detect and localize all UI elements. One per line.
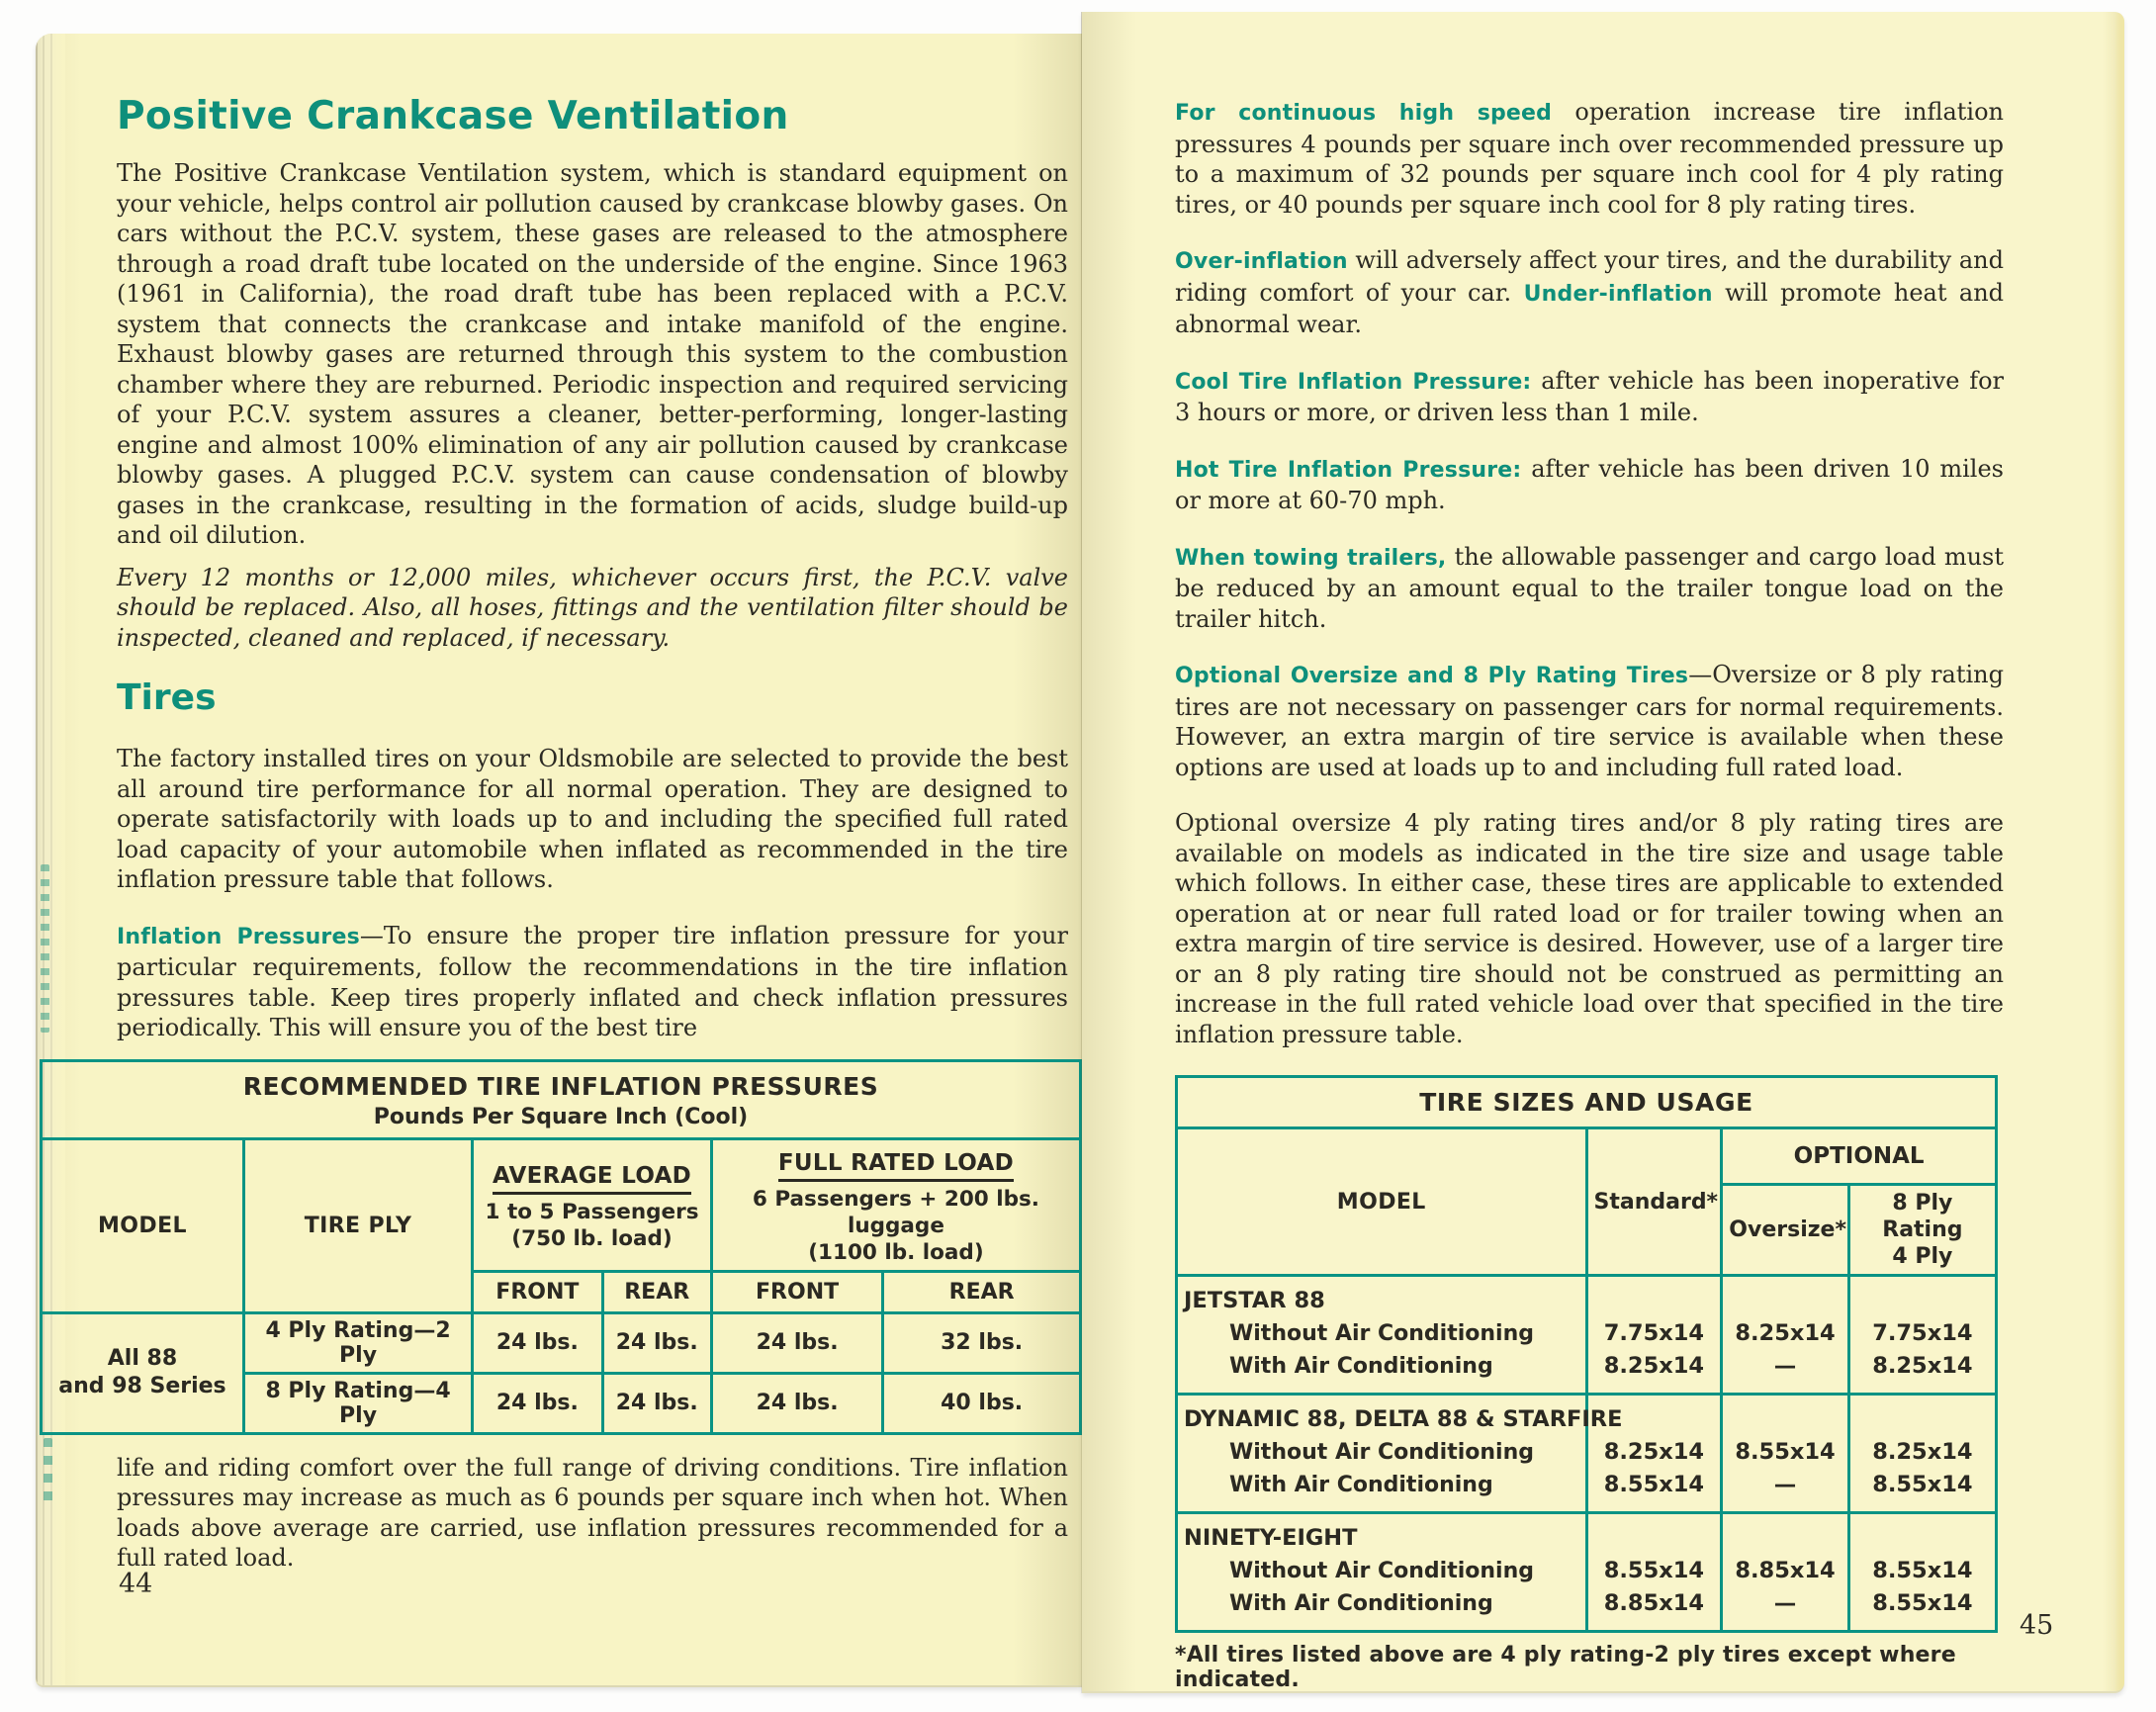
column-header-tire-ply: TIRE PLY	[243, 1138, 472, 1312]
pressure-table-title-cell	[42, 1060, 1081, 1138]
avg-front-value: 24 lbs.	[473, 1373, 602, 1433]
oversize-cell: 8.85x14 —	[1722, 1513, 1848, 1632]
full-rated-load-heading: FULL RATED LOAD	[778, 1150, 1014, 1182]
paragraph-optional-4ply: Optional oversize 4 ply rating tires and/or 8 ply rating tires are available on models as indicated in the tire size and usage table which follows. In either case, these tires are applicable to extended operation at or near full rated load or for trailer towing when an extra margin of tire service is desired. However, use of a larger tire or an 8 ply rating tire should not be construed as permitting an increase in the full rated vehicle load over that specified in the tire inflation pressure table.	[1175, 809, 2004, 1048]
column-header-oversize: Oversize*	[1722, 1185, 1848, 1276]
lead-optional-oversize: Optional Oversize and 8 Ply Rating Tires	[1175, 664, 1689, 688]
lead-over-inflation: Over-inflation	[1175, 249, 1348, 274]
tire-sizes-usage-table	[1175, 1075, 1998, 1633]
average-load-line1: 1 to 5 Passengers	[485, 1200, 699, 1224]
page-44	[36, 34, 1082, 1687]
column-header-standard: Standard*	[1586, 1128, 1722, 1276]
paragraph-optional-oversize: Optional Oversize and 8 Ply Rating Tires—Oversize or 8 ply rating tires are not necessary on passenger cars for normal requirements. However, an extra margin of tire service is available when these options are used at loads up to and including full rated load.	[1175, 661, 2004, 781]
tire-inflation-pressure-table	[40, 1059, 1082, 1435]
full-rated-load-line1: 6 Passengers + 200 lbs. luggage	[752, 1186, 1039, 1238]
paragraph-cool-tire-pressure: Cool Tire Inflation Pressure: after vehicle has been inoperative for 3 hours or more, or driven less than 1 mile.	[1175, 366, 2004, 426]
row-dynamic-delta-starfire	[1177, 1395, 1997, 1513]
inflation-pressures-paragraph	[117, 921, 1068, 1043]
lead-hot-tire-pressure: Hot Tire Inflation Pressure:	[1175, 457, 1522, 483]
standard-cell: 8.25x14 8.55x14	[1586, 1395, 1722, 1513]
tires-paragraph: The factory installed tires on your Oldsmobile are selected to provide the best all around tire performance for all normal operation. They are designed to operate satisfactorily with loads up to and including the specified full rated load capacity of your automobile when inflated as recommended in the tire inflation pressure table that follows.	[117, 745, 1068, 893]
oversize-cell: 8.25x14 —	[1722, 1276, 1848, 1395]
right-page-content	[1175, 97, 2004, 1692]
row-jetstar-88	[1177, 1276, 1997, 1395]
oversize-cell: 8.55x14 —	[1722, 1395, 1848, 1513]
full-front-value: 24 lbs.	[711, 1373, 882, 1433]
standard-cell: 8.55x14 8.85x14	[1586, 1513, 1722, 1632]
paragraph-hot-tire-pressure: Hot Tire Inflation Pressure: after vehicle has been driven 10 miles or more at 60-70 mph.	[1175, 454, 2004, 514]
model-name: JETSTAR 88	[1184, 1288, 1325, 1313]
column-group-average-load	[473, 1138, 712, 1271]
column-header-model: MODEL	[1177, 1128, 1587, 1276]
full-rear-value: 40 lbs.	[883, 1373, 1081, 1433]
page-number-45: 45	[2020, 1610, 2054, 1641]
header-8ply-line1: 8 Ply Rating	[1882, 1191, 1963, 1242]
average-load-heading: AVERAGE LOAD	[493, 1163, 691, 1195]
paragraph-towing-trailers: When towing trailers, the allowable passenger and cargo load must be reduced by an amount equal to the trailer tongue load on the trailer hitch.	[1175, 542, 2004, 633]
pressure-table-title: RECOMMENDED TIRE INFLATION PRESSURES	[242, 1071, 879, 1101]
column-header-8ply	[1848, 1185, 1996, 1276]
left-page-content	[58, 94, 1068, 1585]
sizes-table-title: TIRE SIZES AND USAGE	[1419, 1088, 1753, 1117]
avg-front-header: FRONT	[473, 1271, 602, 1312]
avg-rear-value: 24 lbs.	[602, 1312, 711, 1373]
right-fore-edge	[2114, 12, 2124, 1691]
without-ac-label: Without Air Conditioning	[1229, 1440, 1535, 1465]
header-8ply-line2: 4 Ply	[1892, 1244, 1953, 1269]
page-number-44: 44	[119, 1569, 153, 1599]
with-ac-label: With Air Conditioning	[1229, 1591, 1493, 1616]
pcv-heading: Positive Crankcase Ventilation	[117, 94, 789, 138]
paragraph-over-inflation: Over-inflation will adversely affect your tires, and the durability and riding comfort of your car. Under-inflation will promote heat and abnormal wear.	[1175, 246, 2005, 338]
avg-rear-value: 24 lbs.	[602, 1373, 711, 1433]
sizes-table-title-cell	[1177, 1077, 1997, 1128]
without-ac-label: Without Air Conditioning	[1229, 1321, 1535, 1346]
pcv-paragraph: The Positive Crankcase Ventilation system, which is standard equipment on your vehicle, helps control air pollution caused by crankcase blowby gases. On cars without the P.C.V. system, these gases are released to the atmosphere through a road draft tube located on the underside of the engine. Since 1963 (1961 in California), the road draft tube has been replaced with a P.C.V. system that connects the crankcase and intake manifold of the engine. Exhaust blowby gases are returned through this system to the combustion chamber where they are reburned. Periodic inspection and required servicing of your P.C.V. system assures a cleaner, better-performing, longer-lasting engine and almost 100% elimination of any air pollution caused by crankcase blowby gases. A plugged P.C.V. system can cause condensation of blowby gases in the crankcase, resulting in the formation of acids, sludge build-up and oil dilution.	[117, 159, 1068, 549]
full-rated-load-line2: (1100 lb. load)	[808, 1239, 984, 1265]
full-front-value: 24 lbs.	[711, 1312, 882, 1373]
model-line2: and 98 Series	[58, 1374, 226, 1398]
without-ac-label: Without Air Conditioning	[1229, 1559, 1535, 1583]
model-line1: All 88	[107, 1346, 178, 1371]
fore-edge-print-marks	[41, 864, 49, 1033]
pressure-row-4ply	[42, 1312, 1081, 1373]
with-ac-label: With Air Conditioning	[1229, 1473, 1493, 1497]
lead-under-inflation: Under-inflation	[1523, 281, 1713, 307]
left-fore-edge	[36, 34, 65, 1685]
full-front-header: FRONT	[711, 1271, 882, 1312]
avg-front-value: 24 lbs.	[473, 1312, 602, 1373]
after-table-paragraph: life and riding comfort over the full range of driving conditions. Tire inflation pressures may increase as much as 6 pounds per square inch when hot. When loads above average are carried, use inflation pressures recommended for a full rated load.	[117, 1453, 1068, 1572]
sizes-table-footnote: *All tires listed above are 4 ply rating-2 ply tires except where indicated.	[1175, 1643, 1956, 1692]
model-cell-all-88-98	[42, 1312, 244, 1433]
eight-ply-cell: 8.55x14 8.55x14	[1848, 1513, 1996, 1632]
model-cell	[1177, 1395, 1623, 1513]
inflation-pressures-lead: Inflation Pressures	[117, 924, 360, 949]
column-group-optional: OPTIONAL	[1722, 1128, 1997, 1185]
column-header-model: MODEL	[42, 1138, 244, 1312]
full-rear-value: 32 lbs.	[883, 1312, 1081, 1373]
avg-rear-header: REAR	[602, 1271, 711, 1312]
lead-cool-tire-pressure: Cool Tire Inflation Pressure:	[1175, 369, 1532, 395]
eight-ply-cell: 7.75x14 8.25x14	[1848, 1276, 1996, 1395]
tire-ply-cell: 8 Ply Rating—4 Ply	[243, 1373, 472, 1433]
average-load-line2: (750 lb. load)	[511, 1226, 673, 1251]
scanned-manual-spread	[36, 12, 2124, 1693]
pcv-service-note: Every 12 months or 12,000 miles, whichever occurs first, the P.C.V. valve should be replaced. Also, all hoses, fittings and the ventilation filter should be inspected, cleaned and replaced, if necessary.	[117, 563, 1068, 652]
tire-ply-cell: 4 Ply Rating—2 Ply	[243, 1312, 472, 1373]
full-rear-header: REAR	[883, 1271, 1081, 1312]
row-ninety-eight	[1177, 1513, 1997, 1632]
eight-ply-cell: 8.25x14 8.55x14	[1848, 1395, 1996, 1513]
pressure-table-subtitle: Pounds Per Square Inch (Cool)	[373, 1104, 749, 1129]
paragraph-continuous-high-speed: For continuous high speed operation increase tire inflation pressures 4 pounds per square inch over recommended pressure up to a maximum of 32 pounds per square inch cool for 4 ply rating tires, or 40 pounds per square inch cool for 8 ply rating tires.	[1175, 98, 2004, 219]
lead-towing-trailers: When towing trailers,	[1175, 545, 1447, 571]
with-ac-label: With Air Conditioning	[1229, 1354, 1493, 1379]
model-name: DYNAMIC 88, DELTA 88 & STARFIRE	[1184, 1406, 1623, 1432]
inflation-pressures-text: —To ensure the proper tire inflation pressure for your particular requirements, follow the recommendations in the tire inflation pressures table. Keep tires properly inflated and check inflation pressures periodically. This will ensure you of the best tire	[117, 921, 1068, 1041]
model-cell	[1177, 1513, 1587, 1632]
tires-heading: Tires	[117, 677, 217, 718]
model-name: NINETY-EIGHT	[1184, 1525, 1358, 1551]
column-group-full-rated-load	[711, 1138, 1080, 1271]
lead-continuous-high-speed: For continuous high speed	[1175, 101, 1553, 126]
fore-edge-print-marks-lower	[44, 1438, 52, 1507]
page-45	[1082, 12, 2124, 1693]
model-cell	[1177, 1276, 1587, 1395]
standard-cell: 7.75x14 8.25x14	[1586, 1276, 1722, 1395]
